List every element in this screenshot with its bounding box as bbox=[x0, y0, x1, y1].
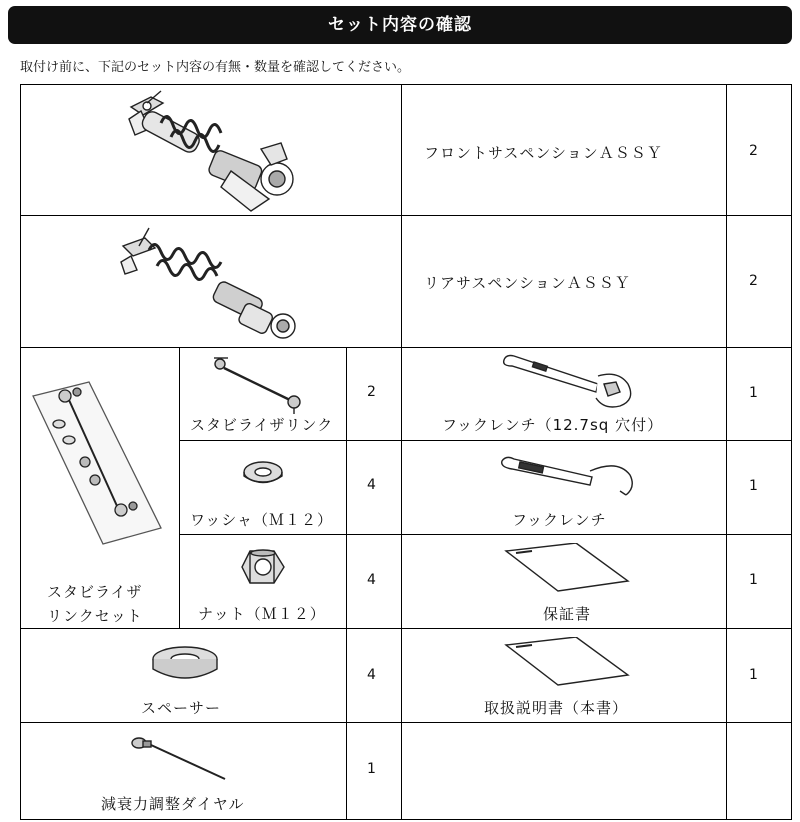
stabilizer-link-qty-cell bbox=[346, 347, 402, 441]
manual-qty-cell bbox=[726, 628, 792, 723]
warranty-illustration bbox=[502, 543, 632, 593]
rear-suspension-name-cell bbox=[401, 215, 727, 348]
rear-suspension-illustration bbox=[117, 226, 297, 342]
section-title-bar bbox=[8, 6, 792, 44]
spacer-illustration bbox=[149, 643, 221, 685]
hook-wrench-hole-qty: 1 bbox=[749, 385, 758, 401]
nut-label: ナット（Ｍ１２） bbox=[198, 605, 326, 623]
manual-label: 取扱説明書（本書） bbox=[484, 699, 629, 717]
hook-wrench-qty: 1 bbox=[749, 478, 758, 494]
stabilizer-link-set-cell bbox=[20, 347, 180, 629]
washer-cell bbox=[179, 440, 347, 535]
hook-wrench-illustration bbox=[498, 453, 638, 503]
hook-wrench-cell bbox=[401, 440, 727, 535]
nut-qty-cell bbox=[346, 534, 402, 629]
rear-suspension-qty-cell bbox=[726, 215, 792, 348]
manual-qty: 1 bbox=[749, 667, 758, 683]
intro-text: 取付け前に、下記のセット内容の有無・数量を確認してください。 bbox=[20, 60, 411, 75]
warranty-qty-cell bbox=[726, 534, 792, 629]
damping-dial-qty-cell bbox=[346, 722, 402, 820]
empty-cell bbox=[401, 722, 727, 820]
hook-wrench-hole-cell bbox=[401, 347, 727, 441]
stabilizer-link-set-label-line2: リンクセット bbox=[47, 607, 143, 625]
washer-qty-cell bbox=[346, 440, 402, 535]
front-suspension-name-cell bbox=[401, 84, 727, 216]
spacer-cell bbox=[20, 628, 347, 723]
stabilizer-link-set-label-line1: スタビライザ bbox=[47, 583, 143, 601]
manual-cell bbox=[401, 628, 727, 723]
warranty-cell bbox=[401, 534, 727, 629]
front-suspension-qty-cell bbox=[726, 84, 792, 216]
front-suspension-label: フロントサスペンションＡＳＳＹ bbox=[424, 144, 663, 162]
stabilizer-link-set-illustration bbox=[29, 378, 169, 548]
damping-dial-qty: 1 bbox=[367, 761, 376, 777]
washer-illustration bbox=[242, 459, 284, 489]
hook-wrench-hole-illustration bbox=[500, 352, 640, 410]
damping-dial-illustration bbox=[129, 733, 229, 783]
stabilizer-link-illustration bbox=[210, 354, 310, 414]
spacer-qty-cell bbox=[346, 628, 402, 723]
front-suspension-qty: 2 bbox=[749, 143, 758, 159]
spacer-label: スペーサー bbox=[141, 699, 222, 717]
nut-cell bbox=[179, 534, 347, 629]
damping-dial-label: 減衰力調整ダイヤル bbox=[101, 795, 245, 813]
stabilizer-link-qty: 2 bbox=[367, 384, 376, 400]
manual-illustration bbox=[502, 637, 632, 687]
nut-qty: 4 bbox=[367, 572, 376, 588]
rear-suspension-label: リアサスペンションＡＳＳＹ bbox=[424, 274, 631, 292]
rear-suspension-qty: 2 bbox=[749, 273, 758, 289]
hook-wrench-label: フックレンチ bbox=[512, 511, 607, 529]
washer-qty: 4 bbox=[367, 477, 376, 493]
warranty-qty: 1 bbox=[749, 572, 758, 588]
hook-wrench-hole-qty-cell bbox=[726, 347, 792, 441]
front-suspension-illustration bbox=[121, 89, 311, 213]
hook-wrench-hole-label: フックレンチ（12.7sq 穴付） bbox=[442, 416, 664, 434]
spacer-qty: 4 bbox=[367, 667, 376, 683]
damping-dial-cell bbox=[20, 722, 347, 820]
stabilizer-link-label: スタビライザリンク bbox=[190, 416, 334, 434]
empty-qty-cell bbox=[726, 722, 792, 820]
hook-wrench-qty-cell bbox=[726, 440, 792, 535]
parts-table bbox=[20, 84, 792, 820]
nut-illustration bbox=[240, 547, 286, 589]
rear-suspension-image-cell bbox=[20, 215, 402, 348]
section-title: セット内容の確認 bbox=[328, 15, 472, 35]
stabilizer-link-cell bbox=[179, 347, 347, 441]
washer-label: ワッシャ（Ｍ１２） bbox=[190, 511, 333, 529]
front-suspension-image-cell bbox=[20, 84, 402, 216]
warranty-label: 保証書 bbox=[543, 605, 592, 623]
